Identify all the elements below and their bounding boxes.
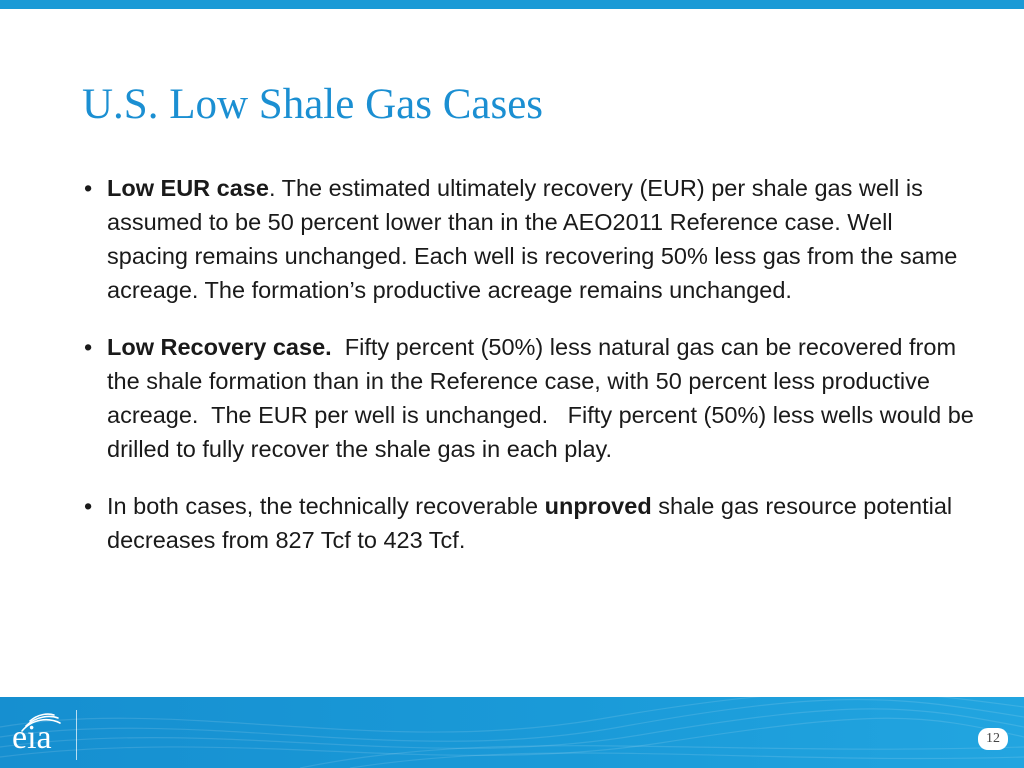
bullet-emphasis: unproved xyxy=(544,493,652,519)
bullet-low-eur xyxy=(84,171,974,307)
bullet-list xyxy=(84,171,981,580)
bullet-both-cases xyxy=(84,489,974,557)
bullet-marker: • xyxy=(84,175,93,201)
bullet-text: . The estimated ultimately recovery (EUR) per shale gas well is assumed to be 50 percent lower than in the AEO2011 Reference case. Well spacing remains unchanged. Each well is recovering 50% less gas from the same acreage. The formation’s productive acreage remains unchanged. xyxy=(107,175,958,303)
slide-title: U.S. Low Shale Gas Cases xyxy=(82,81,544,128)
top-accent-bar xyxy=(0,0,1024,9)
bullet-text-after: shale gas resource potential decreases from 827 Tcf to 423 Tcf. xyxy=(107,493,953,553)
bullet-lead: Low Recovery case. xyxy=(107,334,332,360)
page-number-badge: 12 xyxy=(978,728,1008,750)
footer-wave-pattern xyxy=(0,697,1024,768)
bullet-lead: Low EUR case xyxy=(107,175,269,201)
logo-divider xyxy=(76,710,77,760)
eia-logo-text: eia xyxy=(12,719,52,756)
footer-band xyxy=(0,697,1024,768)
bullet-text: Fifty percent (50%) less natural gas can be recovered from the shale formation than in the Reference case, with 50 percent less productive acreage. The EUR per well is unchanged. Fifty percent (50%) less wells would be drilled to fully recover the shale gas in each play. xyxy=(107,334,981,462)
bullet-low-recovery xyxy=(84,330,981,466)
bullet-marker: • xyxy=(84,493,93,519)
bullet-text-before: In both cases, the technically recoverable xyxy=(107,493,545,519)
bullet-marker: • xyxy=(84,334,93,360)
